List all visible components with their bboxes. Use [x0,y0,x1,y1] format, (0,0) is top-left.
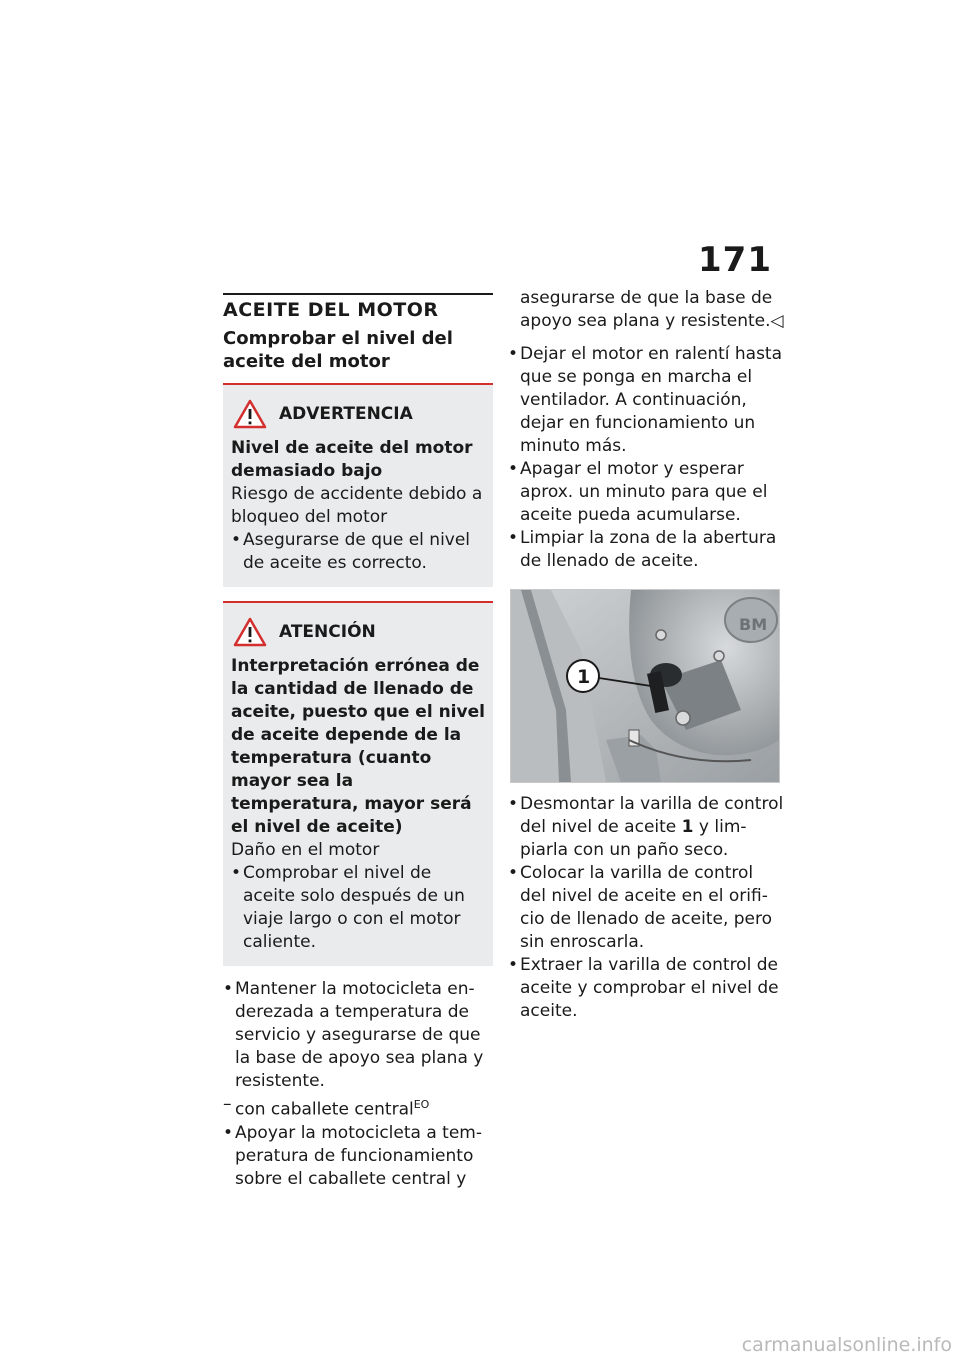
continuation-wrap [520,287,784,333]
caution-damage: Daño en el motor [231,840,380,860]
list-item [508,458,784,527]
subsection-title: Comprobar el nivel del aceite del motor [223,328,453,372]
bullet-icon: • [508,955,519,975]
warning-label: ADVERTENCIA [279,404,413,424]
bullet-icon: • [231,530,242,550]
bullet-icon: • [223,1122,234,1143]
list-item-text: Extraer la varilla de control de aceite y comprobar el nivel de aceite. [520,955,779,1021]
list-item [223,978,493,1093]
warning-box [223,383,493,587]
end-marker-icon: ◁ [770,311,784,331]
warning-risk: Riesgo de accidente debido a bloqueo del motor [231,484,483,527]
bullet-spacer [508,287,520,333]
list-item-text: Apagar el motor y esperar aprox. un minuto para que el aceite pueda acumularse. [520,459,768,525]
warning-triangle-icon [233,617,267,647]
section-title: ACEITE DEL MOTOR [223,299,439,321]
list-item-text: Dejar el motor en ralentí hasta que se ponga en marcha el ventilador. A continuación, dejar en funcionamiento un minuto más. [520,344,783,456]
continuation-text: asegurarse de que la base de apoyo sea plana y resistente. [520,288,773,331]
bullet-icon: • [508,863,519,883]
page-number: 171 [698,240,772,280]
condition-text-wrap [235,1093,493,1122]
list-item-text: Asegurarse de que el nivel de aceite es correcto. [243,530,471,573]
caution-title: Interpretación errónea de la cantidad de llenado de aceite, puesto que el nivel de aceite depende de la temperatura (cuanto mayor sea la temperatura, mayor será el nivel de aceite) [231,656,485,837]
callout-1: 1 [577,666,591,688]
list-item [508,954,784,1023]
caution-box [223,601,493,966]
left-column [223,293,493,1191]
warning-triangle-icon [233,399,267,429]
dipstick-step-after: y lim-piarla con un paño seco. [520,817,747,860]
dipstick-step [520,793,784,862]
bullet-icon: • [223,979,234,999]
list-item-text: Comprobar el nivel de aceite solo después de un viaje largo o con el motor caliente. [243,863,465,952]
warning-title: Nivel de aceite del motor demasiado bajo [231,438,473,481]
list-item [223,1122,493,1191]
caution-header [231,617,485,647]
dash-icon: – [223,1094,232,1114]
badge-text: BM [739,615,768,634]
condition-item [223,1093,493,1122]
right-column [508,287,784,1023]
list-item [508,527,784,573]
list-item [508,862,784,954]
condition-text: con caballete central [235,1099,414,1120]
list-item [508,793,784,862]
caution-label: ATENCIÓN [279,622,376,642]
list-item-text: Apoyar la motocicleta a tem-peratura de funcionamiento sobre el caballete central y [235,1122,482,1189]
engine-illustration [511,590,779,782]
list-item-text: Limpiar la zona de la abertura de llenado de aceite. [520,528,777,571]
list-item-text: Mantener la motocicleta en-derezada a temperatura de servicio y asegurarse de que la base de apoyo sea plana y resistente. [235,979,484,1091]
engine-oil-figure [510,589,780,783]
warning-header [231,399,485,429]
bullet-icon: • [508,794,519,814]
list-item [231,862,485,954]
bullet-icon: • [508,459,519,479]
bullet-icon: • [231,863,242,883]
bullet-icon: • [508,344,519,364]
list-item [508,343,784,458]
list-item [231,529,485,575]
continuation-item [508,287,784,333]
list-item-text: Colocar la varilla de control del nivel de aceite en el orifi-cio de llenado de aceite, pero sin enroscarla. [520,863,773,952]
bullet-icon: • [508,528,519,548]
dipstick-ref: 1 [681,817,694,837]
watermark[interactable]: carmanualsonline.info [741,1334,952,1356]
dipstick-step-before: Desmontar la varilla de control del nivel de aceite [520,794,784,837]
section-rule [223,293,493,295]
condition-sup: EO [413,1098,430,1111]
